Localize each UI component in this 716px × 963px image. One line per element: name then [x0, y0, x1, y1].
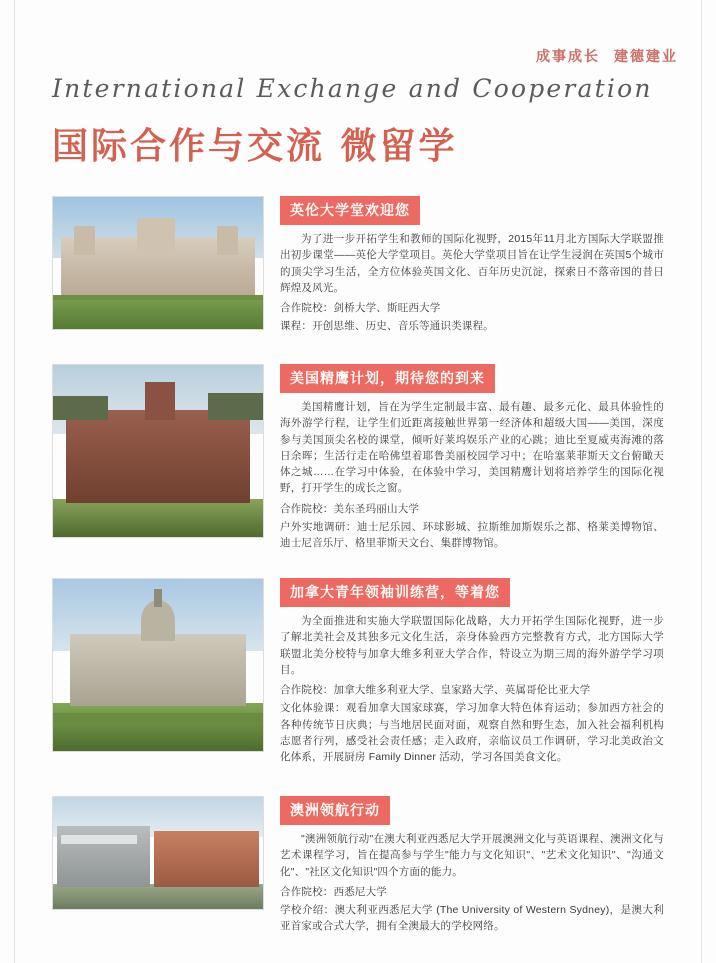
canada-row-1-label: 文化体验课： [280, 702, 346, 715]
canada-row-0 [280, 682, 664, 698]
us-row-1-value: 迪士尼乐园、环球影城、拉斯维加斯娱乐之都、格莱美博物馆、迪士尼音乐厅、格里菲斯天文台、集群博物馆。 [280, 520, 664, 550]
us-row-0 [280, 501, 664, 517]
australia-row-1-value: 澳大利亚西悉尼大学 (The University of Western Sydney)，是澳大利亚首家或合式大学，拥有全澳最大的学校网络。 [280, 904, 664, 933]
us-title: 美国精鹰计划，期待您的到来 [280, 364, 495, 393]
uk-body [280, 196, 664, 337]
canada-row-1-value: 观看加拿大国家球赛，学习加拿大特色体育运动；参加西方社会的各种传统节日庆典；与当地居民面对面，观察自然和野生态，加入社会福利机构志愿者行列，感受社会责任感；走入政府，亲临议员工作调研，学习北美政治文化体系，开展厨房 Family Dinner 活动，学习各国美食文化。 [280, 702, 664, 764]
canada-title: 加拿大青年领袖训练营，等着您 [280, 578, 510, 607]
page-title-english: International Exchange and Cooperation [52, 74, 653, 103]
us-row-0-value: 美东圣玛丽山大学 [333, 502, 420, 515]
canada-row-0-value: 加拿大维多利亚大学、皇家路大学、英属哥伦比亚大学 [333, 684, 591, 697]
canada-row-1 [280, 700, 664, 765]
motto-right: 建德建业 [614, 46, 678, 66]
uk-row-0 [280, 300, 664, 316]
page-title-chinese: 国际合作与交流 微留学 [52, 126, 458, 167]
left-rule [14, 0, 15, 963]
us-campus-photo [52, 364, 264, 538]
uk-campus-photo [52, 196, 264, 330]
australia-title: 澳洲领航行动 [280, 796, 390, 825]
us-paragraph: 美国精鹰计划，旨在为学生定制最丰富、最有趣、最多元化、最具体验性的海外游学行程，让学生们近距离接触世界第一经济体和超级大国——美国，深度参与美国顶尖名校的课堂，倾听好莱坞娱乐产业的心跳；迪比至夏威夷海滩的落日余晖；生活行走在哈佛望着耶鲁美丽校园学习中；在哈塞莱菲斯天文台俯瞰天体之城……在学习中体验，在体验中学习，美国精鹰计划将培养学生的国际化视野，打开学生的成长之窗。 [280, 401, 664, 495]
us-row-0-label: 合作院校： [280, 502, 334, 515]
australia-row-1 [280, 902, 664, 935]
motto-stamp [536, 46, 678, 66]
us-body [280, 364, 664, 553]
canada-campus-photo [52, 578, 264, 752]
australia-row-0 [280, 884, 664, 900]
uk-paragraph: 为了进一步开拓学生和教师的国际化视野，2015年11月北方国际大学联盟推出初步课堂——英伦大学堂项目。英伦大学堂项目旨在让学生浸润在英国5个城市的顶尖学习生活，全方位体验英国文化、百年历史沉淀，探索日不落帝国的昔日辉煌及风光。 [280, 233, 664, 294]
australia-campus-photo [52, 796, 264, 910]
australia-body [280, 796, 664, 937]
us-row-1 [280, 519, 664, 552]
uk-row-1-label: 课程： [280, 320, 313, 333]
canada-paragraph: 为全面推进和实施大学联盟国际化战略，大力开拓学生国际化视野，进一步了解北美社会及其独多元文化生活，亲身体验西方完整教育方式，北方国际大学联盟北美分校特与加拿大维多利亚大学合作，特设立为期三周的海外游学学习项目。 [280, 615, 664, 676]
australia-row-0-value: 西悉尼大学 [333, 885, 387, 898]
uk-title: 英伦大学堂欢迎您 [280, 196, 420, 225]
uk-row-0-label: 合作院校： [280, 302, 334, 315]
australia-row-0-label: 合作院校： [280, 885, 334, 898]
uk-row-0-value: 剑桥大学、斯旺西大学 [333, 302, 441, 315]
motto-left: 成事成长 [536, 46, 600, 66]
canada-body [280, 578, 664, 767]
us-row-1-label: 户外实地调研： [280, 520, 357, 533]
uk-row-1 [280, 318, 664, 334]
canada-row-0-label: 合作院校： [280, 684, 334, 697]
right-rule [701, 0, 702, 963]
uk-row-1-value: 开创思维、历史、音乐等通识类课程。 [312, 320, 495, 333]
australia-row-1-label: 学校介绍： [280, 904, 335, 917]
australia-paragraph: "澳洲领航行动"在澳大利亚西悉尼大学开展澳洲文化与英语课程、澳洲文化与艺术课程学习，旨在提高参与学生"能力与文化知识"、"艺术文化知识"、"沟通文化"、"社区文化知识"四个方面的能力。 [280, 833, 664, 878]
